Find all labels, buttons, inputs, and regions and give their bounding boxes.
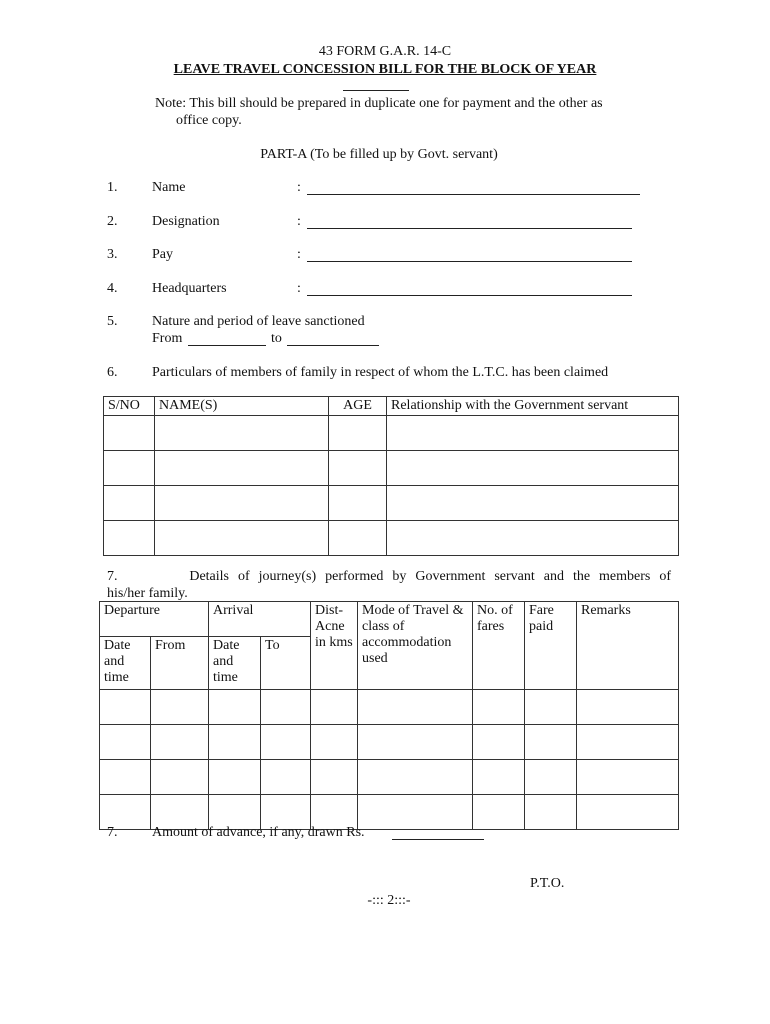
note-line-1: Note: This bill should be prepared in duplicate one for payment and the other as bbox=[155, 96, 603, 111]
cell[interactable] bbox=[311, 690, 358, 725]
header-no-of-fares: No. of fares bbox=[473, 602, 525, 690]
header-sno: S/NO bbox=[104, 397, 155, 416]
cell[interactable] bbox=[525, 725, 577, 760]
cell[interactable] bbox=[358, 795, 473, 830]
leave-from-input-line[interactable] bbox=[188, 345, 266, 346]
table-header-row bbox=[100, 602, 679, 637]
cell[interactable] bbox=[261, 690, 311, 725]
part-a-heading: PART-A (To be filled up by Govt. servant) bbox=[260, 147, 498, 162]
relationship-cell[interactable] bbox=[387, 416, 679, 451]
field-number: 3. bbox=[107, 247, 118, 262]
header-fare-paid: Fare paid bbox=[525, 602, 577, 690]
item-7-line-1: 7. Details of journey(s) performed by Government servant and the members of bbox=[107, 569, 671, 584]
relationship-cell[interactable] bbox=[387, 451, 679, 486]
cell[interactable] bbox=[525, 760, 577, 795]
sno-cell[interactable] bbox=[104, 451, 155, 486]
cell[interactable] bbox=[311, 725, 358, 760]
field-colon: : bbox=[297, 281, 301, 296]
to-label: to bbox=[271, 331, 282, 346]
name-cell[interactable] bbox=[155, 416, 329, 451]
cell[interactable] bbox=[577, 760, 679, 795]
cell[interactable] bbox=[209, 760, 261, 795]
cell[interactable] bbox=[525, 795, 577, 830]
header-arrival-to: To bbox=[261, 637, 311, 690]
field-number: 5. bbox=[107, 314, 118, 329]
advance-label: Amount of advance, if any, drawn Rs. bbox=[152, 825, 365, 840]
cell[interactable] bbox=[358, 725, 473, 760]
cell[interactable] bbox=[209, 725, 261, 760]
cell[interactable] bbox=[100, 725, 151, 760]
cell[interactable] bbox=[358, 690, 473, 725]
field-label: Name bbox=[152, 180, 186, 195]
year-blank[interactable] bbox=[343, 90, 409, 91]
age-cell[interactable] bbox=[329, 521, 387, 556]
field-number: 1. bbox=[107, 180, 118, 195]
cell[interactable] bbox=[100, 760, 151, 795]
header-names: NAME(S) bbox=[155, 397, 329, 416]
header-arrival-date: Date and time bbox=[209, 637, 261, 690]
header-arrival: Arrival bbox=[209, 602, 311, 637]
name-cell[interactable] bbox=[155, 521, 329, 556]
page-number: -::: 2:::- bbox=[367, 893, 411, 908]
cell[interactable] bbox=[151, 690, 209, 725]
family-members-table bbox=[103, 396, 679, 556]
cell[interactable] bbox=[261, 760, 311, 795]
from-label: From bbox=[152, 331, 183, 346]
table-row bbox=[104, 521, 679, 556]
relationship-cell[interactable] bbox=[387, 486, 679, 521]
designation-input-line[interactable] bbox=[307, 228, 632, 229]
header-mode-of-travel: Mode of Travel & class of accommodation used bbox=[358, 602, 473, 690]
header-departure-from: From bbox=[151, 637, 209, 690]
item-6-label: Particulars of members of family in respect of whom the L.T.C. has been claimed bbox=[152, 365, 609, 380]
advance-number: 7. bbox=[107, 825, 118, 840]
field-number: 4. bbox=[107, 281, 118, 296]
cell[interactable] bbox=[473, 725, 525, 760]
advance-amount-input-line[interactable] bbox=[392, 839, 484, 840]
cell[interactable] bbox=[151, 725, 209, 760]
sno-cell[interactable] bbox=[104, 416, 155, 451]
name-cell[interactable] bbox=[155, 486, 329, 521]
cell[interactable] bbox=[473, 760, 525, 795]
header-distance: Dist- Acne in kms bbox=[311, 602, 358, 690]
age-cell[interactable] bbox=[329, 451, 387, 486]
item-6-number: 6. bbox=[107, 365, 118, 380]
cell[interactable] bbox=[209, 690, 261, 725]
field-colon: : bbox=[297, 214, 301, 229]
age-cell[interactable] bbox=[329, 486, 387, 521]
journey-details-table bbox=[99, 601, 679, 830]
cell[interactable] bbox=[358, 760, 473, 795]
table-row bbox=[104, 486, 679, 521]
headquarters-input-line[interactable] bbox=[307, 295, 632, 296]
header-relationship: Relationship with the Government servant bbox=[387, 397, 679, 416]
cell[interactable] bbox=[311, 760, 358, 795]
header-age: AGE bbox=[329, 397, 387, 416]
cell[interactable] bbox=[577, 725, 679, 760]
field-colon: : bbox=[297, 247, 301, 262]
table-row bbox=[104, 451, 679, 486]
pto-label: P.T.O. bbox=[530, 876, 565, 891]
table-row bbox=[100, 690, 679, 725]
cell[interactable] bbox=[151, 760, 209, 795]
name-input-line[interactable] bbox=[307, 194, 640, 195]
table-row bbox=[100, 760, 679, 795]
field-label: Pay bbox=[152, 247, 173, 262]
field-label: Designation bbox=[152, 214, 220, 229]
sno-cell[interactable] bbox=[104, 521, 155, 556]
cell[interactable] bbox=[473, 795, 525, 830]
field-number: 2. bbox=[107, 214, 118, 229]
relationship-cell[interactable] bbox=[387, 521, 679, 556]
table-row bbox=[100, 725, 679, 760]
cell[interactable] bbox=[525, 690, 577, 725]
cell[interactable] bbox=[100, 690, 151, 725]
field-label: Nature and period of leave sanctioned bbox=[152, 314, 365, 329]
form-title: LEAVE TRAVEL CONCESSION BILL FOR THE BLOCK OF YEAR bbox=[173, 62, 597, 77]
sno-cell[interactable] bbox=[104, 486, 155, 521]
field-label: Headquarters bbox=[152, 281, 227, 296]
form-number: 43 FORM G.A.R. 14-C bbox=[318, 44, 452, 59]
cell[interactable] bbox=[261, 725, 311, 760]
name-cell[interactable] bbox=[155, 451, 329, 486]
item-7-line-2: his/her family. bbox=[107, 586, 188, 601]
header-departure-date: Date and time bbox=[100, 637, 151, 690]
note-line-2: office copy. bbox=[176, 113, 242, 128]
cell[interactable] bbox=[577, 690, 679, 725]
leave-to-input-line[interactable] bbox=[287, 345, 379, 346]
header-departure: Departure bbox=[100, 602, 209, 637]
pay-input-line[interactable] bbox=[307, 261, 632, 262]
header-remarks: Remarks bbox=[577, 602, 679, 690]
cell[interactable] bbox=[473, 690, 525, 725]
table-header-row bbox=[104, 397, 679, 416]
cell[interactable] bbox=[577, 795, 679, 830]
field-colon: : bbox=[297, 180, 301, 195]
table-row bbox=[104, 416, 679, 451]
age-cell[interactable] bbox=[329, 416, 387, 451]
